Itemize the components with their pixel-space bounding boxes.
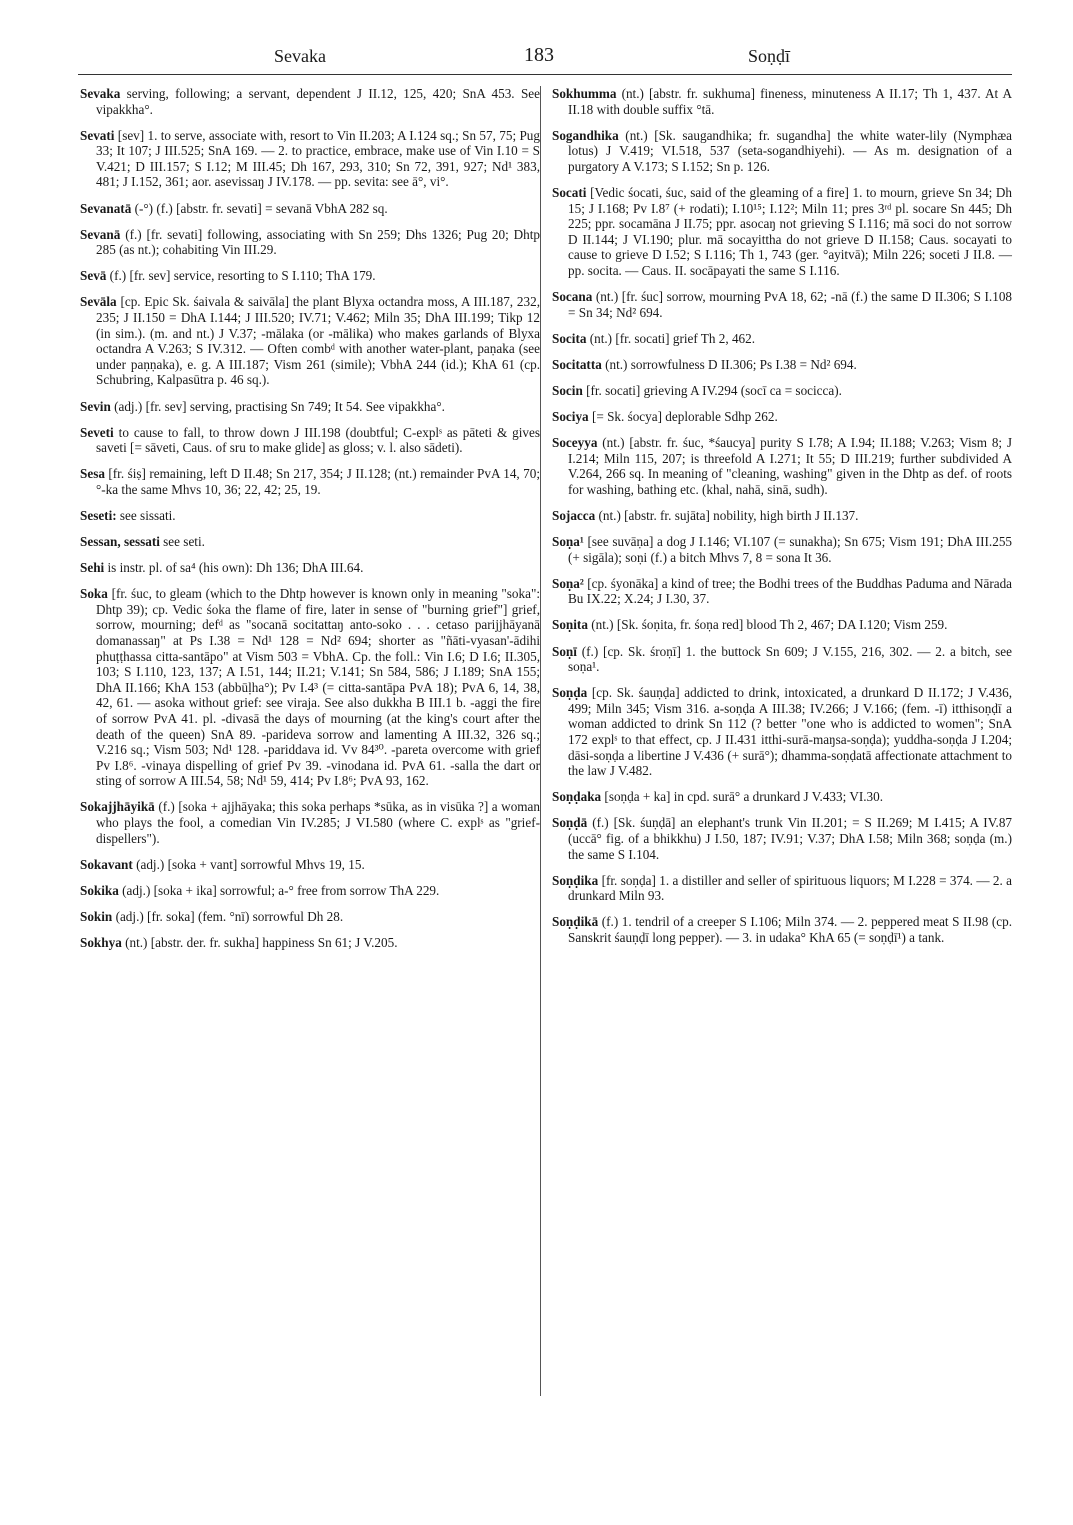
dictionary-entry	[80, 227, 540, 258]
entry-headword: Soṇa²	[552, 575, 584, 591]
entry-text: [fr. soṇḍa] 1. a distiller and seller of spirituous liquors; M I.228 = 374. — 2. a drunkard Miln 93.	[568, 872, 1012, 904]
entry-headword: Soṇḍa	[552, 685, 588, 701]
entry-text: is instr. pl. of sa⁴ (his own): Dh 136; DhA III.64.	[107, 560, 364, 576]
entry-text: (nt.) [fr. socati] grief Th 2, 462.	[589, 330, 756, 346]
entry-text: [cp. śyonāka] a kind of tree; the Bodhi trees of the Buddhas Paduma and Nārada Bu IX.22; X.24; J I.30, 37.	[568, 575, 1013, 607]
entry-headword: Sokika	[80, 882, 119, 898]
entry-headword: Socana	[552, 289, 593, 305]
entry-text: see sissati.	[119, 507, 176, 523]
dictionary-entry	[552, 185, 1012, 279]
entry-text: [fr. socati] grieving A IV.294 (socī ca = socicca).	[586, 382, 842, 398]
entry-text: [soṇḍa + ka] in cpd. surā° a drunkard J V.433; VI.30.	[604, 789, 884, 805]
dictionary-entry	[552, 508, 1012, 524]
entry-headword: Soṇḍikā	[552, 914, 599, 930]
entry-headword: Socin	[552, 382, 583, 398]
dictionary-entry	[552, 617, 1012, 633]
dictionary-entry	[552, 873, 1012, 904]
entry-headword: Sokhya	[80, 935, 122, 951]
entry-text: (f.) [Sk. śuṇḍā] an elephant's trunk Vin II.201; = S II.269; M I.415; A IV.87 (uccā° fig. of a bhikkhu) J I.50, 187; IV.91; V.37; DhA I.58; Miln 368; soṇḍa (m.) the same S I.104.	[568, 815, 1013, 862]
entry-headword: Sevati	[80, 127, 115, 143]
dictionary-entry	[80, 909, 540, 925]
entry-text: (nt.) [abstr. fr. sukhuma] fineness, minuteness A II.17; Th 1, 437. At A II.18 with double suffix °tā.	[568, 86, 1012, 117]
entry-text: see seti.	[163, 534, 205, 550]
dictionary-entry	[552, 435, 1012, 497]
entry-headword: Soṇḍaka	[552, 789, 602, 805]
entry-text: [see suvāṇa] a dog J I.146; VI.107 (= sunakha); Sn 675; Vism 191; DhA III.255 (+ sigāla); soṇi (f.) a bitch Mhvs 7, 8 = sona It 36.	[568, 534, 1013, 565]
dictionary-entry	[552, 357, 1012, 373]
entry-text: (nt.) [abstr. fr. sujāta] nobility, high birth J II.137.	[598, 507, 859, 523]
running-header	[78, 44, 1012, 75]
dictionary-entry	[552, 644, 1012, 675]
column-divider	[540, 86, 541, 1396]
entry-headword: Sevanā	[80, 226, 121, 242]
entry-headword: Soceyya	[552, 435, 598, 451]
dictionary-entry	[80, 857, 540, 873]
entry-headword: Sokin	[80, 908, 113, 924]
dictionary-entry	[80, 201, 540, 217]
entry-text: [Vedic śocati, śuc, said of the gleaming of a fire] 1. to mourn, grieve Sn 34; Dh 15; J I.168; Pv I.8⁷ (+ rodati); I.10¹⁵; I.12²; Miln 11; pres 3ʳᵈ pl. socare Sn 445; Dh 225; ppr. socamāna J II.75; ppr. asocaŋ not grieving S I.116; mā soci do not sorrow D II.144; J VI.190; plur. mā socayittha do not grieve D II.158; Caus. socayati to cause to grieve D I.52; S I.116; Th 1, 743 (ger. °ayitvā); Miln 226; soceti J II.8. — pp. socita. — Caus. II. socāpayati the same S I.116.	[568, 184, 1013, 278]
entry-text: [cp. Sk. śauṇḍa] addicted to drink, intoxicated, a drunkard D II.172; J V.436, 499; Miln 345; Vism 316. a-soṇḍa A III.38; IV.266; J V.166; (fem. -ī) itthisoṇḍī a woman addicted to drink Sn 112 (? better "one who is addicted to women"; SnA 172 explˢ to that effect, cp. J II.431 itthi-surā-maŋsa-soṇḍa); yuddha-soṇḍa J I.204; dāsi-soṇḍa a libertine J V.436 (+ surā°); dhamma-soṇḍatā affectionate attachment to the law J V.482.	[568, 685, 1012, 779]
entry-headword: Soṇita	[552, 617, 588, 633]
entry-headword: Soṇī	[552, 643, 577, 659]
entry-headword: Sociya	[552, 409, 589, 424]
entry-text: (nt.) [Sk. saugandhika; fr. sugandha] the white water-lily (Nymphæa lotus) J V.419; VI.518, 537 (seta-sogandhiyehi). — As m. designation of a purgatory A V.173; S I.152; Sn p. 126.	[568, 127, 1012, 174]
dictionary-entry	[552, 914, 1012, 945]
left-running-headword: Sevaka	[274, 46, 326, 66]
entry-text: [= Sk. śocya] deplorable Sdhp 262.	[591, 409, 778, 424]
entry-text: (adj.) [fr. soka] (fem. °nī) sorrowful Dh 28.	[115, 908, 344, 924]
entry-headword: Seveti	[80, 424, 114, 440]
dictionary-entry	[552, 576, 1012, 607]
entry-headword: Sokhumma	[552, 86, 617, 101]
dictionary-entry	[552, 128, 1012, 175]
entry-text: (-°) (f.) [abstr. fr. sevati] = sevanā VbhA 282 sq.	[134, 200, 388, 216]
entry-headword: Sevaka	[80, 86, 121, 101]
entry-headword: Sevanatā	[80, 200, 132, 216]
entry-headword: Sokajjhāyikā	[80, 799, 155, 815]
dictionary-entry	[80, 883, 540, 899]
entry-text: [fr. śiṣ] remaining, left D II.48; Sn 217, 354; J II.128; (nt.) remainder PvA 14, 70; °-ka the same Mhvs 10, 36; 22, 42; 25, 19.	[96, 466, 541, 497]
entry-text: [cp. Epic Sk. śaivala & saivāla] the plant Blyxa octandra moss, A III.187, 232, 235; J II.150 = DhA I.144; J III.520; IV.71; V.462; Miln 35; DhA III.199; Tikp 12 (in sim.). (m. and nt.) J V.37; -mālaka (or -mālika) who makes garlands of Blyxa octandra A V.263; S IV.312. — Often combᵈ with another water-plant, paṇaka (see under paṇṇaka), e. g. A III.187; Vism 261 (simile); VbhA 244 (id.); KhA 61 (cp. Schubring, Kalpasūtra p. 46 sq.).	[96, 294, 541, 388]
dictionary-entry	[80, 560, 540, 576]
entry-headword: Sessan, sessati	[80, 534, 160, 550]
entry-text: (f.) 1. tendril of a creeper S I.106; Miln 374. — 2. peppered meat S II.98 (cp. Sanskrit śauṇḍī long pepper). — 3. in udaka° KhA 65 (= soṇḍī¹) a tank.	[568, 914, 1012, 945]
dictionary-entry	[80, 466, 540, 497]
dictionary-entry	[552, 86, 1012, 117]
dictionary-entry	[80, 86, 540, 117]
entry-headword: Socati	[552, 184, 587, 200]
right-column	[552, 86, 1012, 956]
dictionary-entry	[552, 815, 1012, 862]
entry-headword: Sogandhika	[552, 127, 619, 143]
entry-headword: Socita	[552, 330, 587, 346]
entry-headword: Sokavant	[80, 856, 133, 872]
entry-headword: Soka	[80, 586, 108, 602]
entry-text: to cause to fall, to throw down J III.198 (doubtful; C-explˢ as pāteti & gives saveti [= sāveti, Caus. of sru to make glide] as gloss; v. l. also sādeti).	[96, 424, 541, 456]
dictionary-entry	[552, 685, 1012, 779]
entry-headword: Soṇḍā	[552, 815, 588, 831]
entry-text: (nt.) [abstr. fr. śuc, *śaucya] purity S I.78; A I.94; II.188; V.263; Vism 8; J I.214; Miln 115, 207; is threefold A I.271; It 55; D III.219; further subdivided A V.264, 266 sq. In meaning of "cleaning, washing" given in the Dhtp as def. of roots for washing, bathing etc. (khal, nahā, sinā, sudh).	[568, 435, 1013, 497]
dictionary-entry	[552, 409, 1012, 425]
dictionary-entry	[552, 534, 1012, 565]
entry-text: (adj.) [soka + vant] sorrowful Mhvs 19, 15.	[136, 856, 365, 872]
entry-text: (nt.) [abstr. der. fr. sukha] happiness Sn 61; J V.205.	[125, 935, 398, 951]
entry-headword: Sevāla	[80, 294, 117, 310]
dictionary-entry	[80, 294, 540, 388]
dictionary-entry	[80, 268, 540, 284]
entry-headword: Sevin	[80, 398, 111, 414]
dictionary-entry	[80, 425, 540, 456]
dictionary-entry	[80, 586, 540, 789]
entry-text: serving, following; a servant, dependent J II.12, 125, 420; SnA 453. See vipakkha°.	[96, 86, 540, 117]
entry-text: (nt.) sorrowfulness D II.306; Ps I.38 = Nd² 694.	[605, 356, 857, 372]
dictionary-entry	[80, 799, 540, 846]
entry-headword: Sehi	[80, 560, 105, 576]
entry-text: (adj.) [fr. sev] serving, practising Sn 749; It 54. See vipakkha°.	[114, 398, 445, 414]
dictionary-entry	[552, 331, 1012, 347]
entry-headword: Seseti:	[80, 507, 117, 523]
dictionary-entry	[552, 789, 1012, 805]
entry-text: (f.) [cp. Sk. śroṇī] 1. the buttock Sn 609; J V.155, 216, 302. — 2. a bitch, see soṇa¹.	[568, 643, 1012, 675]
dictionary-entry	[80, 128, 540, 190]
entry-text: [sev] 1. to serve, associate with, resort to Vin II.203; A I.124 sq.; Sn 57, 75; Pug 33; It 107; J III.525; SnA 169. — 2. to practice, embrace, make use of Vin I.10 = S V.421; D III.157; S I.12; M III.45; Dh 167, 293, 310; Sn 72, 391, 927; Nd¹ 383, 481; J I.152, 361; aor. asevissaŋ J IV.178. — pp. sevita: see ā°, vi°.	[96, 127, 540, 190]
entry-text: (nt.) [Sk. śoṇita, fr. śoṇa red] blood Th 2, 467; DA I.120; Vism 259.	[591, 617, 948, 633]
entry-headword: Soṇḍika	[552, 872, 599, 888]
entry-text: [fr. śuc, to gleam (which to the Dhtp however is known only in meaning "soka": Dhtp 39); cp. Vedic śoka the flame of fire, later in sense of "burning grief"] grief, sorrow, mourning; defᵈ as "socanā socitattaŋ anto-soko . . . cetaso parijjhāyanā domanassaŋ" at Ps I.38 = Nd¹ 128 = Nd² 694; shorter as "ñāti-vyasan'-ādihi phuṭṭhassa citta-santāpo" at Vism 503 = VbhA. Cp. the foll.: Vin I.6; D I.6; II.305, 103; S I.110, 123, 137; A I.51, 144; II.21; V.141; Sn 584, 586; J I.189; SnA 155; DhA II.166; KhA 153 (abbūḷha°); Pv I.4³ (= citta-santāpa PvA 18); PvA 6, 14, 38, 42, 61. — asoka without grief: see viraja. See also dukkha B III.1 b. -aggi the fire of sorrow PvA 41. pl. -divasā the days of mourning (at the king's court after the death of the queen) SnA 89. -parideva sorrow and lamenting A III.32, 326 sq.; V.216 sq.; Vism 503; Nd¹ 128. -pariddava id. Vv 84³⁰. -pareta overcome with grief Pv I.8⁶. -vinaya dispelling of grief Pv 39. -vinodana id. PvA 61. -salla the dart or sting of sorrow A III.54, 58; Nd¹ 59, 414; Pv I.8⁶; PvA 93, 162.	[96, 586, 541, 789]
page-number: 183	[524, 44, 554, 66]
dictionary-entry	[80, 935, 540, 951]
dictionary-entry	[80, 508, 540, 524]
entry-headword: Socitatta	[552, 356, 602, 372]
entry-headword: Sojacca	[552, 507, 596, 523]
entry-headword: Soṇa¹	[552, 534, 584, 550]
entry-text: (f.) [fr. sevati] following, associating with Sn 259; Dhs 1326; Pug 20; Dhtp 285 (as nt.); cohabiting Vin III.29.	[96, 226, 540, 258]
entry-text: (adj.) [soka + ika] sorrowful; a-° free from sorrow ThA 229.	[122, 882, 440, 898]
left-column	[80, 86, 540, 961]
dictionary-entry	[552, 289, 1012, 320]
right-running-headword: Soṇḍī	[748, 46, 791, 66]
entry-text: (nt.) [fr. śuc] sorrow, mourning PvA 18, 62; -nā (f.) the same D II.306; S I.108 = Sn 34; Nd² 694.	[568, 289, 1013, 320]
dictionary-entry	[80, 534, 540, 550]
entry-text: (f.) [fr. sev] service, resorting to S I.110; ThA 179.	[109, 268, 376, 284]
entry-headword: Sevā	[80, 268, 107, 284]
dictionary-entry	[552, 383, 1012, 399]
dictionary-entry	[80, 399, 540, 415]
entry-text: (f.) [soka + ajjhāyaka; this soka perhaps *sūka, as in visūka ?] a woman who plays the fool, a comedian Vin IV.285; J VI.580 (where C. explˢ as "grief-dispellers").	[96, 799, 541, 846]
entry-headword: Sesa	[80, 466, 105, 482]
